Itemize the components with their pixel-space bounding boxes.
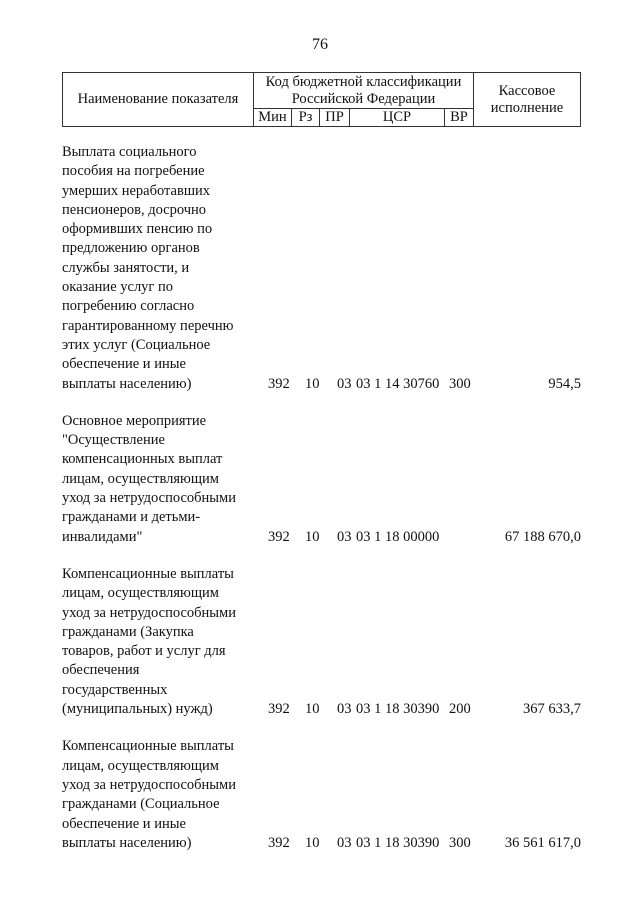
table-row bbox=[62, 143, 581, 394]
row-csr: 03 1 18 00000 bbox=[356, 528, 440, 545]
table-body bbox=[62, 143, 581, 871]
header-csr: ЦСР bbox=[350, 109, 445, 127]
row-vr: 300 bbox=[449, 834, 471, 851]
row-csr: 03 1 14 30760 bbox=[356, 375, 440, 392]
header-amount: Кассовое исполнение bbox=[474, 73, 581, 127]
row-amount: 954,5 bbox=[548, 375, 581, 392]
row-name: Компенсационные выплаты лицам, осуществляющим уход за нетрудоспособными гражданами (Социальное обеспечение и иные выплаты населению) bbox=[62, 738, 236, 851]
row-vr: 300 bbox=[449, 375, 471, 392]
row-csr: 03 1 18 30390 bbox=[356, 834, 440, 851]
table-row bbox=[62, 737, 581, 853]
page-number: 76 bbox=[312, 36, 328, 53]
row-rz: 10 bbox=[305, 528, 320, 545]
row-vr: 200 bbox=[449, 701, 471, 718]
row-min: 392 bbox=[268, 701, 290, 718]
row-name: Выплата социального пособия на погребение умерших неработавших пенсионеров, досрочно оформивших пенсию по предложению органов службы занятости, и оказание услуг по погребению согласно гарантированному перечню этих услуг (Социальное обеспечение и иные выплаты населению) bbox=[62, 144, 234, 392]
row-rz: 10 bbox=[305, 701, 320, 718]
row-min: 392 bbox=[268, 834, 290, 851]
header-min: Мин bbox=[254, 109, 292, 127]
row-rz: 10 bbox=[305, 834, 320, 851]
row-pr: 03 bbox=[337, 701, 352, 718]
table-row bbox=[62, 565, 581, 719]
row-rz: 10 bbox=[305, 375, 320, 392]
row-min: 392 bbox=[268, 375, 290, 392]
row-pr: 03 bbox=[337, 375, 352, 392]
row-name: Основное мероприятие "Осуществление компенсационных выплат лицам, осуществляющим уход за нетрудоспособными гражданами и детьми- инвалидами" bbox=[62, 412, 236, 545]
row-pr: 03 bbox=[337, 834, 352, 851]
table-row bbox=[62, 412, 581, 547]
header-vr: ВР bbox=[445, 109, 474, 127]
row-amount: 36 561 617,0 bbox=[504, 834, 581, 851]
row-amount: 67 188 670,0 bbox=[504, 528, 581, 545]
header-rz: Рз bbox=[292, 109, 320, 127]
row-csr: 03 1 18 30390 bbox=[356, 701, 440, 718]
row-amount: 367 633,7 bbox=[523, 701, 581, 718]
header-code-group: Код бюджетной классификации Российской Федерации bbox=[254, 73, 474, 109]
row-pr: 03 bbox=[337, 528, 352, 545]
table-header bbox=[62, 72, 581, 127]
row-name: Компенсационные выплаты лицам, осуществляющим уход за нетрудоспособными гражданами (Закупка товаров, работ и услуг для обеспечения государственных (муниципальных) нужд) bbox=[62, 565, 236, 718]
header-pr: ПР bbox=[320, 109, 350, 127]
row-min: 392 bbox=[268, 528, 290, 545]
header-name: Наименование показателя bbox=[63, 73, 254, 127]
